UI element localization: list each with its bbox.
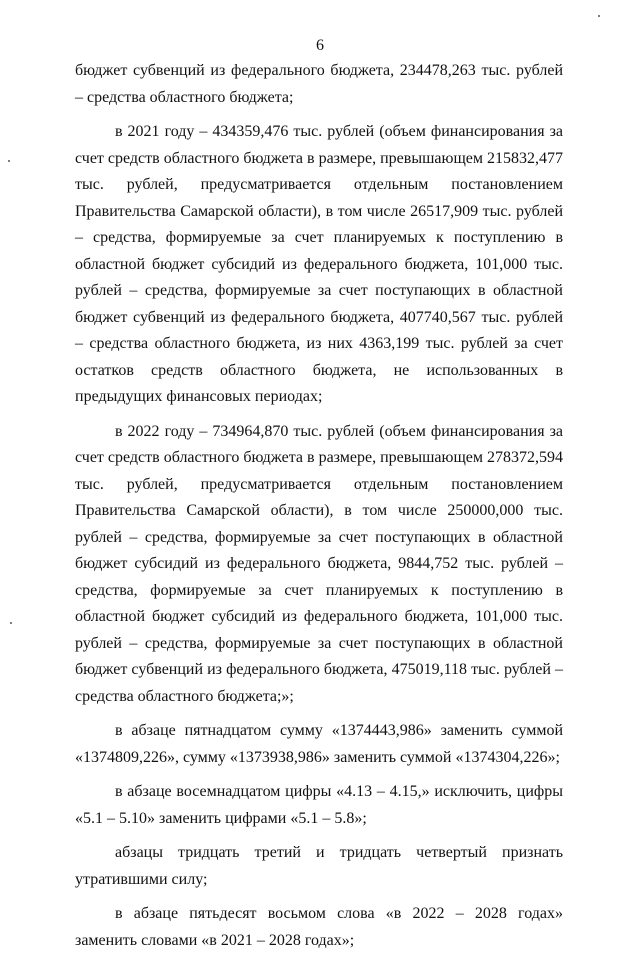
paragraph-fifty-eighth: в абзаце пятьдесят восьмом слова «в 2022 – 2028 годах» заменить словами «в 2021 – 2028 годах»; [75, 905, 563, 949]
paragraph-budget-subventions: бюджет субвенций из федерального бюджета, 234478,263 тыс. рублей – средства областного бюджета; [75, 62, 563, 106]
paragraph-fifteenth: в абзаце пятнадцатом сумму «1374443,986» заменить суммой «1374809,226», сумму «1373938,986» заменить суммой «1374304,226»; [75, 722, 563, 766]
paragraph-2022: в 2022 году – 734964,870 тыс. рублей (объем финансирования за счет средств областного бюджета в размере, превышающем 278372,594 тыс. рублей, предусматривается отдельным постановлением Правительства Самарской области), в том числе 250000,000 тыс. рублей – средства, формируемые за счет поступающих в областной бюджет субсидий из федерального бюджета, 9844,752 тыс. рублей – средства, формируемые за счет планируемых к поступлению в областной бюджет субсидий из федерального бюджета, 101,000 тыс. рублей – средства, формируемые за счет поступающих в областной бюджет субвенций из федерального бюджета, 475019,118 тыс. рублей – средства областного бюджета;»; [75, 422, 563, 705]
scan-speck [10, 622, 12, 624]
scan-speck [598, 15, 600, 17]
paragraph-2021: в 2021 году – 434359,476 тыс. рублей (объем финансирования за счет средств областного бюджета в размере, превышающем 215832,477 тыс. рублей, предусматривается отдельным постановлением Правительства Самарской области), в том числе 26517,909 тыс. рублей – средства, формируемые за счет планируемых к поступлению в областной бюджет субсидий из федерального бюджета, 101,000 тыс. рублей – средства, формируемые за счет поступающих в областной бюджет субвенций из федерального бюджета, 407740,567 тыс. рублей – средства областного бюджета, из них 4363,199 тыс. рублей за счет остатков средств областного бюджета, не использованных в предыдущих финансовых периодах; [75, 123, 563, 405]
document-body [75, 58, 563, 962]
paragraph-eighteenth: в абзаце восемнадцатом цифры «4.13 – 4.15,» исключить, цифры «5.1 – 5.10» заменить цифрами «5.1 – 5.8»; [75, 783, 563, 827]
page-number: 6 [316, 37, 324, 54]
scan-speck [8, 160, 10, 162]
paragraph-thirty-third: абзацы тридцать третий и тридцать четвертый признать утратившими силу; [75, 844, 563, 888]
